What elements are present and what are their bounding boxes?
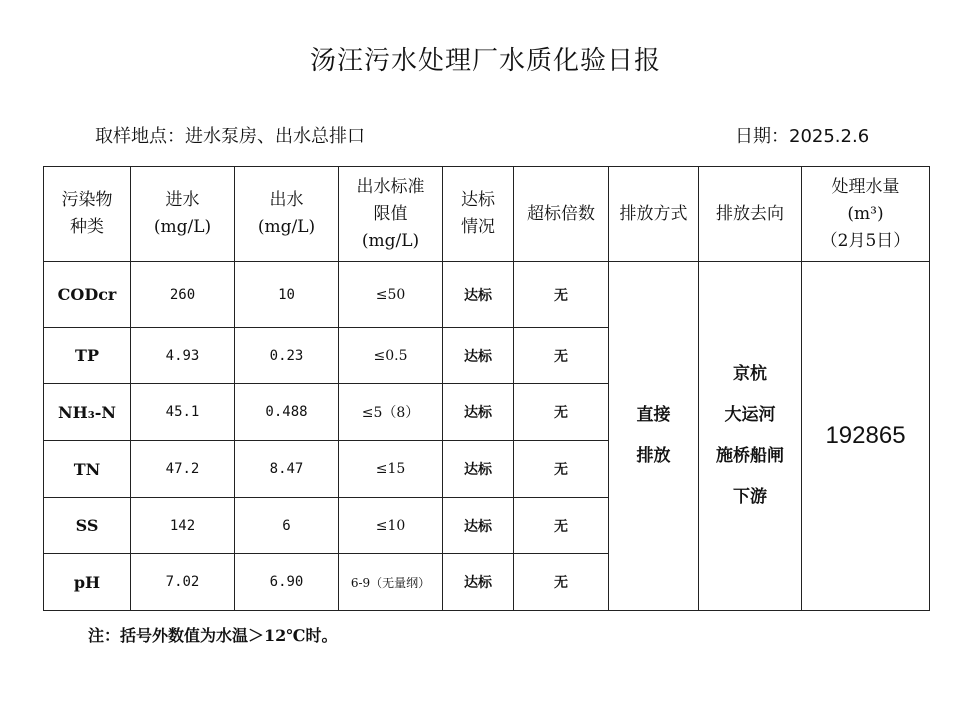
status-value: 达标 xyxy=(443,498,514,554)
outflow-value: 10 xyxy=(235,262,339,328)
header-volume-line-2: (m³) xyxy=(847,203,884,224)
exceed-value: 无 xyxy=(514,498,609,554)
status-value: 达标 xyxy=(443,328,514,384)
discharge-dest-line-3: 施桥船闸 xyxy=(716,446,784,466)
header-status xyxy=(443,167,514,262)
header-limit xyxy=(339,167,443,262)
header-exceed xyxy=(514,167,609,262)
status-value: 达标 xyxy=(443,441,514,498)
discharge-mode-line-2: 排放 xyxy=(636,446,671,466)
inflow-value: 4.93 xyxy=(131,328,235,384)
header-limit-line-2: 限值 xyxy=(373,203,408,224)
inflow-value: 47.2 xyxy=(131,441,235,498)
discharge-dest-line-1: 京杭 xyxy=(733,364,767,384)
table-row xyxy=(44,262,930,328)
outflow-value: 0.23 xyxy=(235,328,339,384)
header-exceed-line-1: 超标倍数 xyxy=(527,203,595,224)
status-value: 达标 xyxy=(443,554,514,611)
header-volume-line-3: （2月5日） xyxy=(820,230,911,251)
header-outflow-line-2: (mg/L) xyxy=(257,217,316,237)
table-header-row xyxy=(44,167,930,262)
exceed-value: 无 xyxy=(514,554,609,611)
report-date: 日期：2025.2.6 xyxy=(735,126,870,147)
sampling-location: 取样地点：进水泵房、出水总排口 xyxy=(95,126,365,147)
header-volume-line-1: 处理水量 xyxy=(831,176,900,197)
inflow-value: 142 xyxy=(131,498,235,554)
header-outflow-line-1: 出水 xyxy=(269,190,304,210)
header-pollutant-line-1: 污染物 xyxy=(61,190,113,210)
outflow-value: 6.90 xyxy=(235,554,339,611)
header-pollutant-line-2: 种类 xyxy=(70,217,104,237)
header-discharge-dest xyxy=(699,167,802,262)
limit-value: ≤0.5 xyxy=(339,328,443,384)
limit-value: ≤5（8） xyxy=(339,384,443,441)
inflow-value: 45.1 xyxy=(131,384,235,441)
inflow-value: 260 xyxy=(131,262,235,328)
header-discharge-mode-line-1: 排放方式 xyxy=(619,203,688,224)
limit-value: 6-9（无量纲） xyxy=(339,554,443,611)
header-outflow xyxy=(235,167,339,262)
header-limit-line-3: (mg/L) xyxy=(361,230,420,251)
header-inflow-line-2: (mg/L) xyxy=(153,217,212,237)
header-status-line-1: 达标 xyxy=(461,190,495,210)
water-quality-table xyxy=(43,166,930,611)
exceed-value: 无 xyxy=(514,262,609,328)
discharge-dest-cell xyxy=(699,262,802,611)
outflow-value: 8.47 xyxy=(235,441,339,498)
discharge-mode-cell xyxy=(609,262,699,611)
discharge-mode-line-1: 直接 xyxy=(636,405,671,425)
outflow-value: 6 xyxy=(235,498,339,554)
pollutant-name: NH₃-N xyxy=(44,384,131,441)
limit-value: ≤15 xyxy=(339,441,443,498)
header-inflow-line-1: 进水 xyxy=(165,190,200,210)
pollutant-name: SS xyxy=(44,498,131,554)
header-inflow xyxy=(131,167,235,262)
footnote: 注：括号外数值为水温＞12℃时。 xyxy=(88,626,338,645)
pollutant-name: TN xyxy=(44,441,131,498)
header-limit-line-1: 出水标准 xyxy=(356,176,425,197)
discharge-dest-line-4: 下游 xyxy=(733,487,767,507)
report-title: 汤汪污水处理厂水质化验日报 xyxy=(309,46,661,76)
exceed-value: 无 xyxy=(514,441,609,498)
header-status-line-2: 情况 xyxy=(461,217,495,237)
exceed-value: 无 xyxy=(514,328,609,384)
pollutant-name: CODcr xyxy=(44,262,131,328)
header-discharge-dest-line-1: 排放去向 xyxy=(716,203,784,224)
pollutant-name: TP xyxy=(44,328,131,384)
limit-value: ≤50 xyxy=(339,262,443,328)
exceed-value: 无 xyxy=(514,384,609,441)
limit-value: ≤10 xyxy=(339,498,443,554)
header-pollutant xyxy=(44,167,131,262)
discharge-dest-line-2: 大运河 xyxy=(724,405,776,425)
status-value: 达标 xyxy=(443,384,514,441)
header-discharge-mode xyxy=(609,167,699,262)
header-volume xyxy=(802,167,930,262)
outflow-value: 0.488 xyxy=(235,384,339,441)
pollutant-name: pH xyxy=(44,554,131,611)
inflow-value: 7.02 xyxy=(131,554,235,611)
treated-volume: 192865 xyxy=(802,262,930,611)
status-value: 达标 xyxy=(443,262,514,328)
